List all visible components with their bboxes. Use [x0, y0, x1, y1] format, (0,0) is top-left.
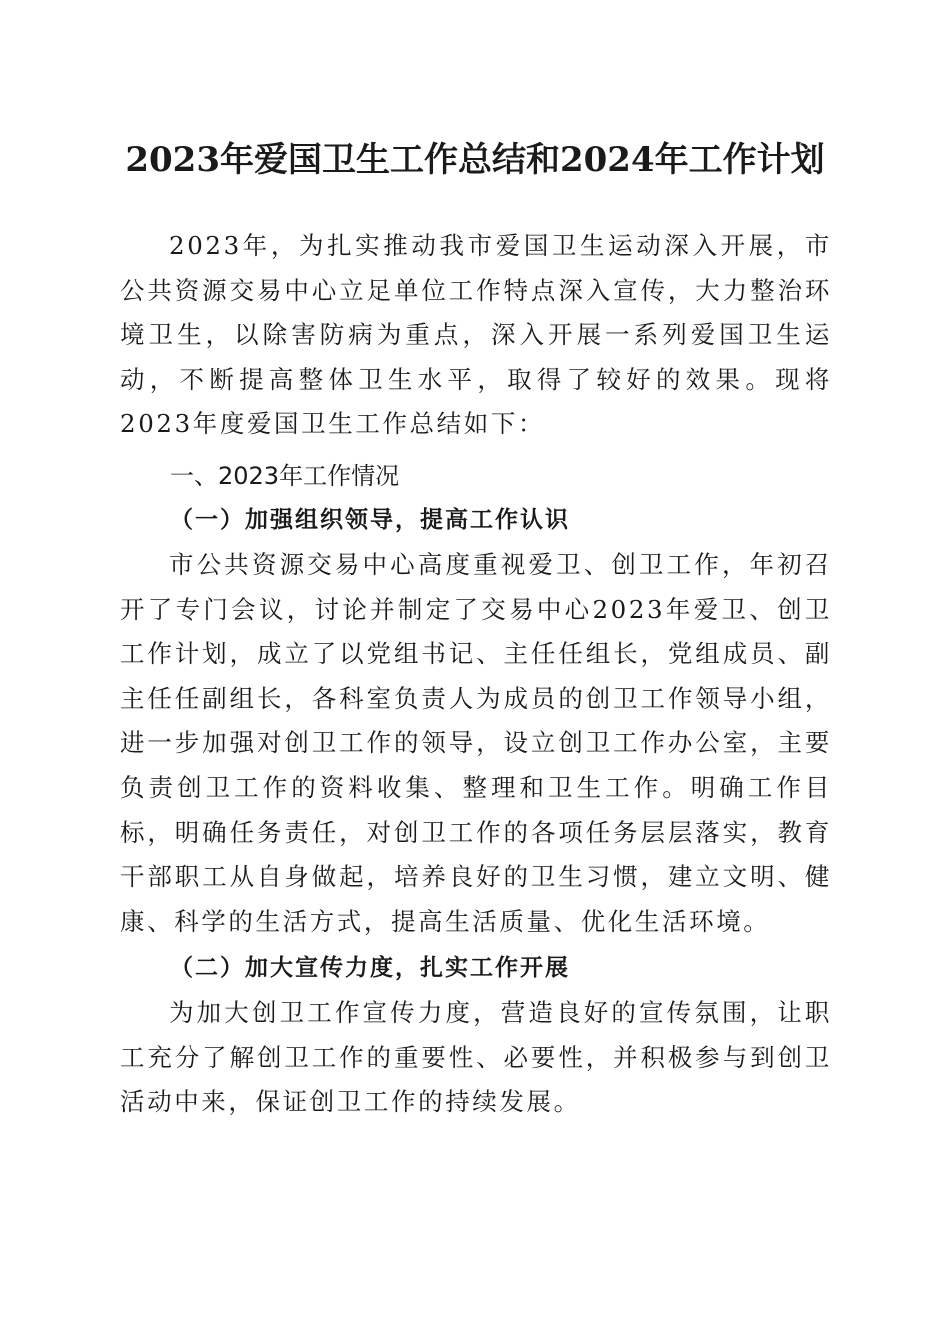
subsection-2-block [120, 991, 832, 1125]
subsection-1-paragraph: 市公共资源交易中心高度重视爱卫、创卫工作，年初召开了专门会议，讨论并制定了交易中心2023年爱卫、创卫工作计划，成立了以党组书记、主任任组长，党组成员、副主任任副组长，各科室负责人为成员的创卫工作领导小组，进一步加强对创卫工作的领导，设立创卫工作办公室，主要负责创卫工作的资料收集、整理和卫生工作。明确工作目标，明确任务责任，对创卫工作的各项任务层层落实，教育干部职工从自身做起，培养良好的卫生习惯，建立文明、健康、科学的生活方式，提高生活质量、优化生活环境。 [120, 550, 832, 936]
intro-block [120, 224, 832, 447]
subsection-1-block [120, 543, 832, 944]
document-title: 2023年爱国卫生工作总结和2024年工作计划 [125, 140, 825, 180]
subsection-2-paragraph: 为加大创卫工作宣传力度，营造良好的宣传氛围，让职工充分了解创卫工作的重要性、必要性，并积极参与到创卫活动中来，保证创卫工作的持续发展。 [120, 998, 832, 1117]
subsection-heading-1: （一）加强组织领导，提高工作认识 [170, 506, 570, 533]
section-heading-1: 一、2023年工作情况 [170, 462, 400, 490]
intro-paragraph: 2023年，为扎实推动我市爱国卫生运动深入开展，市公共资源交易中心立足单位工作特点深入宣传，大力整治环境卫生，以除害防病为重点，深入开展一系列爱国卫生运动，不断提高整体卫生水平，取得了较好的效果。现将2023年度爱国卫生工作总结如下： [120, 231, 832, 439]
subsection-heading-2: （二）加大宣传力度，扎实工作开展 [170, 954, 570, 981]
